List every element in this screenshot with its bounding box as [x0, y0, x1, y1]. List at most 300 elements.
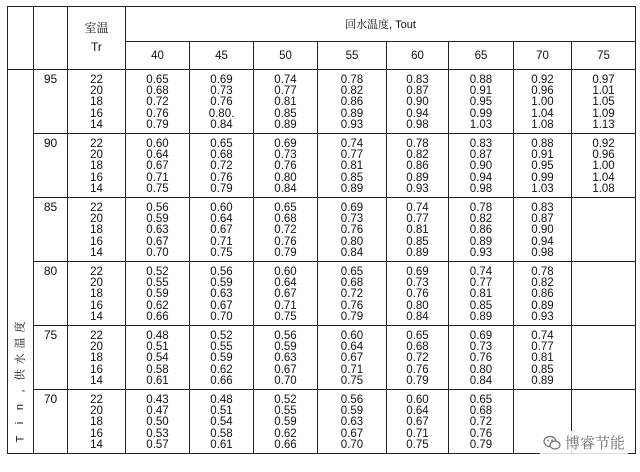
coefficient-value: 0.92 — [592, 138, 615, 151]
supply-temp-cell: 85 — [34, 198, 68, 262]
coefficient-value: 0.71 — [274, 299, 297, 312]
room-temp-value: 16 — [90, 107, 103, 120]
coefficient-value: 0.83 — [469, 138, 493, 151]
coefficient-value: 0.80 — [340, 235, 364, 248]
coefficient-value: 0.70 — [146, 246, 169, 259]
room-temp-value: 18 — [90, 224, 103, 237]
table-row — [8, 70, 636, 134]
supply-label-char: n — [14, 404, 27, 411]
coefficient-value: 0.65 — [469, 394, 493, 407]
coefficient-cell — [514, 326, 572, 390]
coefficient-value: 0.77 — [406, 213, 429, 226]
coefficient-value: 0.62 — [146, 299, 169, 312]
coefficient-value: 0.63 — [210, 288, 233, 301]
room-temp-cell — [68, 390, 126, 454]
coefficient-value: 0.75 — [406, 438, 429, 451]
coefficient-value: 0.75 — [340, 374, 364, 387]
coefficient-value: 0.65 — [406, 330, 429, 343]
coefficient-value: 0.66 — [274, 438, 297, 451]
coefficient-cell — [449, 262, 514, 326]
coefficient-value: 0.62 — [274, 427, 297, 440]
coefficient-value: 0.70 — [340, 438, 364, 451]
coefficient-cell — [449, 326, 514, 390]
coefficient-value: 0.88 — [469, 74, 493, 86]
coefficient-cell — [126, 70, 190, 134]
table-row — [8, 134, 636, 198]
coefficient-value: 0.72 — [210, 160, 233, 173]
room-temp-cell — [68, 262, 126, 326]
coefficient-value: 0.60 — [210, 202, 233, 215]
supply-label-char: 度 — [14, 321, 27, 333]
coefficient-value: 0.76 — [469, 427, 493, 440]
coefficient-value: 0.61 — [210, 438, 233, 451]
return-temp-65: 65 — [449, 42, 514, 70]
coefficient-value: 0.76 — [210, 171, 233, 184]
watermark-text: 博睿节能 — [564, 435, 625, 452]
coefficient-value: 0.89 — [274, 118, 297, 131]
coefficient-value: 0.54 — [146, 352, 169, 365]
coefficient-value: 0.77 — [274, 85, 297, 98]
room-temp-value: 22 — [90, 394, 103, 407]
coefficient-cell — [318, 70, 387, 134]
coefficient-value: 0.71 — [340, 363, 364, 376]
coefficient-value: 0.85 — [406, 235, 429, 248]
coefficient-value: 0.60 — [146, 138, 169, 151]
coefficient-value: 0.69 — [340, 202, 364, 215]
coefficient-value: 0.67 — [274, 288, 297, 301]
coefficient-value: 0.99 — [469, 107, 493, 120]
coefficient-value: 0.59 — [146, 288, 169, 301]
coefficient-cell — [449, 70, 514, 134]
coefficient-value: 0.67 — [274, 363, 297, 376]
coefficient-value: 0.77 — [340, 149, 364, 162]
coefficient-value: 0.56 — [146, 202, 169, 215]
coefficient-value: 0.74 — [274, 74, 297, 86]
coefficient-value: 0.98 — [469, 182, 493, 195]
room-temp-cell — [68, 70, 126, 134]
room-temp-value: 14 — [90, 438, 103, 451]
coefficient-value: 0.95 — [469, 96, 493, 109]
coefficient-cell — [126, 134, 190, 198]
return-temp-55: 55 — [318, 42, 387, 70]
coefficient-value: 0.58 — [146, 363, 169, 376]
coefficient-value: 0.89 — [340, 182, 364, 195]
coefficient-value: 0.59 — [210, 352, 233, 365]
return-temp-70: 70 — [514, 42, 572, 70]
room-temp-value: 14 — [90, 374, 103, 387]
room-temp-value: 22 — [90, 330, 103, 343]
coefficient-value: 0.89 — [531, 299, 554, 312]
supply-label-char: i — [14, 421, 27, 425]
coefficient-value: 0.52 — [274, 394, 297, 407]
coefficient-value: 1.03 — [469, 118, 493, 131]
coefficient-value: 0.51 — [146, 341, 169, 354]
supply-temp-cell: 80 — [34, 262, 68, 326]
room-temp-value: 16 — [90, 427, 103, 440]
coefficient-value: 0.76 — [146, 107, 169, 120]
coefficient-value: 0.67 — [210, 299, 233, 312]
coefficient-value: 0.84 — [274, 182, 297, 195]
room-temp-value: 18 — [90, 160, 103, 173]
coefficient-cell — [572, 326, 636, 390]
coefficient-value: 0.76 — [274, 160, 297, 173]
coefficient-value: 0.77 — [469, 277, 493, 290]
coefficient-value: 0.91 — [469, 85, 493, 98]
coefficient-value: 0.96 — [592, 149, 615, 162]
coefficient-value: 0.56 — [210, 266, 233, 279]
coefficient-value: 0.85 — [274, 107, 297, 120]
coefficient-value: 0.68 — [210, 149, 233, 162]
coefficient-value: 0.71 — [406, 427, 429, 440]
coefficient-value: 0.64 — [274, 277, 297, 290]
supply-temp-cell: 95 — [34, 70, 68, 134]
coefficient-value: 0.78 — [406, 138, 429, 151]
room-temp-cell — [68, 326, 126, 390]
coefficient-value: 1.01 — [592, 85, 615, 98]
coefficient-value: 1.04 — [592, 171, 615, 184]
coefficient-cell — [318, 390, 387, 454]
coefficient-value: 0.67 — [340, 352, 364, 365]
coefficient-value: 0.86 — [531, 288, 554, 301]
room-temp-cell — [68, 198, 126, 262]
coefficient-value: 0.87 — [469, 149, 493, 162]
coefficient-value: 0.74 — [531, 330, 554, 343]
coefficient-value: 0.51 — [210, 405, 233, 418]
coefficient-value: 0.86 — [469, 224, 493, 237]
coefficient-value: 0.93 — [469, 246, 493, 259]
coefficient-cell — [126, 326, 190, 390]
return-temp-title: 回水温度, Tout — [126, 7, 636, 42]
coefficient-cell — [318, 262, 387, 326]
coefficient-cell — [387, 326, 449, 390]
coefficient-value: 0.92 — [531, 74, 554, 86]
coefficient-value: 0.94 — [531, 235, 554, 248]
coefficient-cell — [514, 70, 572, 134]
coefficient-value: 0.87 — [406, 85, 429, 98]
coefficient-value: 0.75 — [146, 182, 169, 195]
coefficient-value: 0.84 — [406, 310, 429, 323]
room-temp-value: 16 — [90, 171, 103, 184]
coefficient-value: 0.56 — [274, 330, 297, 343]
coefficient-value: 0.57 — [146, 438, 169, 451]
room-temp-value: 18 — [90, 416, 103, 429]
coefficient-value: 0.71 — [146, 171, 169, 184]
coefficient-value: 0.89 — [406, 246, 429, 259]
supply-temp-cell: 90 — [34, 134, 68, 198]
coefficient-value: 0.90 — [469, 160, 493, 173]
coefficient-value: 0.88 — [531, 138, 554, 151]
coefficient-value: 0.93 — [531, 310, 554, 323]
coefficient-value: 0.68 — [469, 405, 493, 418]
empty-header-left — [8, 7, 34, 70]
coefficient-value: 0.68 — [406, 341, 429, 354]
return-temp-50: 50 — [254, 42, 318, 70]
coefficient-value: 0.67 — [146, 160, 169, 173]
return-temp-60: 60 — [387, 42, 449, 70]
coefficient-value: 0.63 — [274, 352, 297, 365]
coefficient-cell — [449, 390, 514, 454]
room-temp-value: 22 — [90, 266, 103, 279]
coefficient-cell — [318, 326, 387, 390]
coefficient-cell — [190, 70, 254, 134]
coefficient-cell — [126, 262, 190, 326]
coefficient-value: 0.94 — [406, 107, 429, 120]
coefficient-value: 0.64 — [340, 341, 364, 354]
empty-header-supply — [34, 7, 68, 70]
coefficient-cell — [190, 198, 254, 262]
coefficient-value: 0.82 — [406, 149, 429, 162]
coefficient-value: 0.68 — [340, 277, 364, 290]
coefficient-value: 0.59 — [274, 416, 297, 429]
room-temp-value: 22 — [90, 202, 103, 215]
coefficient-cell — [254, 390, 318, 454]
coefficient-value: 0.93 — [406, 182, 429, 195]
coefficient-value: 0.75 — [210, 246, 233, 259]
coefficient-value: 0.90 — [531, 224, 554, 237]
return-temp-75: 75 — [572, 42, 636, 70]
coefficient-value: 0.98 — [406, 118, 429, 131]
coefficient-value: 0.76 — [340, 299, 364, 312]
coefficient-value: 0.80 — [469, 363, 493, 376]
coefficient-value: 0.84 — [210, 118, 233, 131]
coefficient-value: 0.69 — [406, 266, 429, 279]
coefficient-value: 0.66 — [210, 374, 233, 387]
coefficient-value: 0.55 — [146, 277, 169, 290]
coefficient-value: 0.78 — [469, 202, 493, 215]
coefficient-cell — [387, 70, 449, 134]
coefficient-value: 0.63 — [340, 416, 364, 429]
coefficient-value: 0.83 — [406, 74, 429, 86]
coefficient-value: 0.81 — [274, 96, 297, 109]
room-temp-value: 14 — [90, 310, 103, 323]
room-temp-value: 14 — [90, 246, 103, 259]
coefficient-value: 0.54 — [210, 416, 233, 429]
coefficient-value: 0.56 — [340, 394, 364, 407]
coefficient-value: 0.60 — [406, 394, 429, 407]
coefficient-cell — [387, 390, 449, 454]
coefficient-value: 0.73 — [340, 213, 364, 226]
coefficient-value: 0.83 — [531, 202, 554, 215]
coefficient-value: 0.62 — [210, 363, 233, 376]
coefficient-value: 0.72 — [406, 352, 429, 365]
coefficient-value: 0.52 — [146, 266, 169, 279]
coefficient-value: 1.13 — [592, 118, 615, 131]
coefficient-value: 0.61 — [146, 374, 169, 387]
coefficient-value: 0.72 — [340, 288, 364, 301]
coefficient-value: 0.99 — [531, 171, 554, 184]
coefficient-cell — [190, 262, 254, 326]
coefficient-cell — [254, 134, 318, 198]
coefficient-value: 0.72 — [274, 224, 297, 237]
supply-temp-cell: 70 — [34, 390, 68, 454]
coefficient-value: 0.73 — [210, 85, 233, 98]
coefficient-value: 0.73 — [274, 149, 297, 162]
coefficient-value: 0.80 — [274, 171, 297, 184]
coefficient-value: 0.81 — [340, 160, 364, 173]
coefficient-value: 0.67 — [146, 235, 169, 248]
coefficient-value: 0.59 — [210, 277, 233, 290]
coefficient-value: 0.65 — [146, 74, 169, 86]
room-temp-value: 18 — [90, 352, 103, 365]
coefficient-value: 0.79 — [274, 246, 297, 259]
coefficient-value: 0.76 — [406, 288, 429, 301]
coefficient-value: 0.93 — [340, 118, 364, 131]
wechat-icon — [543, 435, 561, 451]
room-temp-value: 22 — [90, 74, 103, 86]
coefficient-cell — [126, 390, 190, 454]
coefficient-value: 0.58 — [210, 427, 233, 440]
supply-temp-cell: 75 — [34, 326, 68, 390]
coefficient-value: 0.79 — [210, 182, 233, 195]
supply-temp-axis-label — [8, 70, 34, 454]
coefficient-value: 1.09 — [592, 107, 615, 120]
coefficient-value: 0.89 — [531, 374, 554, 387]
coefficient-value: 0.76 — [210, 96, 233, 109]
coefficient-value: 0.65 — [340, 266, 364, 279]
coefficient-value: 0.76 — [274, 235, 297, 248]
table-row — [8, 326, 636, 390]
coefficient-cell — [572, 70, 636, 134]
coefficient-cell — [387, 198, 449, 262]
coefficient-value: 0.86 — [340, 96, 364, 109]
coefficient-value: 0.67 — [406, 416, 429, 429]
coefficient-value: 0.73 — [406, 277, 429, 290]
coefficient-value: 0.78 — [340, 74, 364, 86]
coefficient-value: 0.89 — [406, 171, 429, 184]
coefficient-value: 0.84 — [469, 374, 493, 387]
coefficient-cell — [254, 262, 318, 326]
coefficient-value: 1.08 — [592, 182, 615, 195]
coefficient-value: 0.82 — [340, 85, 364, 98]
coefficient-value: 0.70 — [274, 374, 297, 387]
coefficient-value: 0.66 — [146, 310, 169, 323]
coefficient-value: 0.47 — [146, 405, 169, 418]
coefficient-value: 0.94 — [469, 171, 493, 184]
coefficient-value: 0.98 — [531, 246, 554, 259]
coefficient-value: 0.97 — [592, 74, 615, 86]
coefficient-cell — [190, 134, 254, 198]
coefficient-value: 0.86 — [406, 160, 429, 173]
coefficient-cell — [514, 198, 572, 262]
room-temp-value: 22 — [90, 138, 103, 151]
coefficient-value: 0.79 — [146, 118, 169, 131]
coefficient-cell — [514, 262, 572, 326]
room-temp-value: 20 — [90, 213, 103, 226]
coefficient-value: 1.03 — [531, 182, 554, 195]
coefficient-value: 0.79 — [469, 438, 493, 451]
coefficient-value: 0.64 — [406, 405, 429, 418]
coefficient-value: 1.05 — [592, 96, 615, 109]
coefficient-value: 0.71 — [210, 235, 233, 248]
room-temp-label: 室温 — [84, 21, 109, 35]
coefficient-value: 0.67 — [210, 224, 233, 237]
return-temp-45: 45 — [190, 42, 254, 70]
supply-label-char: 供 — [14, 369, 27, 381]
coefficient-cell — [449, 134, 514, 198]
room-temp-header — [68, 7, 126, 70]
coefficient-cell — [190, 326, 254, 390]
supply-label-char: 水 — [14, 353, 27, 365]
supply-label-char: , — [14, 389, 27, 393]
room-temp-value: 16 — [90, 363, 103, 376]
table-row — [8, 262, 636, 326]
supply-temp-label — [8, 319, 33, 453]
coefficient-value: 0.74 — [469, 266, 493, 279]
coefficient-value: 1.08 — [531, 118, 554, 131]
coefficient-value: 0.48 — [146, 330, 169, 343]
supply-label-char: 温 — [14, 337, 27, 349]
coefficient-cell — [572, 198, 636, 262]
coefficient-value: 0.67 — [340, 427, 364, 440]
coefficient-value: 0.74 — [340, 138, 364, 151]
coefficient-value: 1.00 — [592, 160, 615, 173]
room-temp-value: 14 — [90, 118, 103, 131]
coefficient-value: 0.63 — [146, 224, 169, 237]
coefficient-value: 0.64 — [146, 149, 169, 162]
coefficient-cell — [126, 198, 190, 262]
coefficient-cell — [254, 326, 318, 390]
coefficient-value: 0.48 — [210, 394, 233, 407]
coefficient-value: 0.52 — [210, 330, 233, 343]
coefficient-value: 0.69 — [469, 330, 493, 343]
coefficient-cell — [254, 198, 318, 262]
coefficient-value: 0.96 — [531, 85, 554, 98]
coefficient-value: 0.55 — [274, 405, 297, 418]
room-temp-value: 20 — [90, 341, 103, 354]
coefficient-value: 0.73 — [469, 341, 493, 354]
coefficient-value: 0.81 — [531, 352, 554, 365]
coefficient-value: 0.85 — [469, 299, 493, 312]
room-temp-value: 16 — [90, 299, 103, 312]
coefficient-value: 1.04 — [531, 107, 554, 120]
coefficient-value: 0.43 — [146, 394, 169, 407]
coefficient-value: 0.77 — [531, 341, 554, 354]
coefficient-cell — [318, 134, 387, 198]
coefficient-value: 0.59 — [274, 341, 297, 354]
coefficient-value: 0.85 — [340, 171, 364, 184]
coefficient-value: 0.76 — [469, 352, 493, 365]
coefficient-value: 0.95 — [531, 160, 554, 173]
coefficient-value: 0.85 — [531, 363, 554, 376]
coefficient-value: 0.70 — [210, 310, 233, 323]
coefficient-value: 0.65 — [210, 138, 233, 151]
coefficient-value: 0.72 — [469, 416, 493, 429]
conversion-table — [7, 6, 636, 454]
coefficient-value: 0.53 — [146, 427, 169, 440]
coefficient-value: 0.60 — [340, 330, 364, 343]
coefficient-value: 0.82 — [531, 277, 554, 290]
coefficient-cell — [190, 390, 254, 454]
coefficient-value: 1.00 — [531, 96, 554, 109]
coefficient-value: 0.87 — [531, 213, 554, 226]
coefficient-value: 0.72 — [146, 96, 169, 109]
coefficient-value: 0.65 — [274, 202, 297, 215]
table-row — [8, 198, 636, 262]
coefficient-value: 0.55 — [210, 341, 233, 354]
coefficient-value: 0.60 — [274, 266, 297, 279]
coefficient-value: 0.59 — [340, 405, 364, 418]
room-temp-cell — [68, 134, 126, 198]
coefficient-value: 0.68 — [146, 85, 169, 98]
room-temp-value: 20 — [90, 85, 103, 98]
coefficient-value: 0.89 — [469, 235, 493, 248]
coefficient-value: 0.91 — [531, 149, 554, 162]
coefficient-value: 0.68 — [274, 213, 297, 226]
coefficient-value: 0.78 — [531, 266, 554, 279]
coefficient-value: 0.75 — [274, 310, 297, 323]
coefficient-value: 0.80. — [208, 107, 235, 120]
room-temp-value: 20 — [90, 277, 103, 290]
